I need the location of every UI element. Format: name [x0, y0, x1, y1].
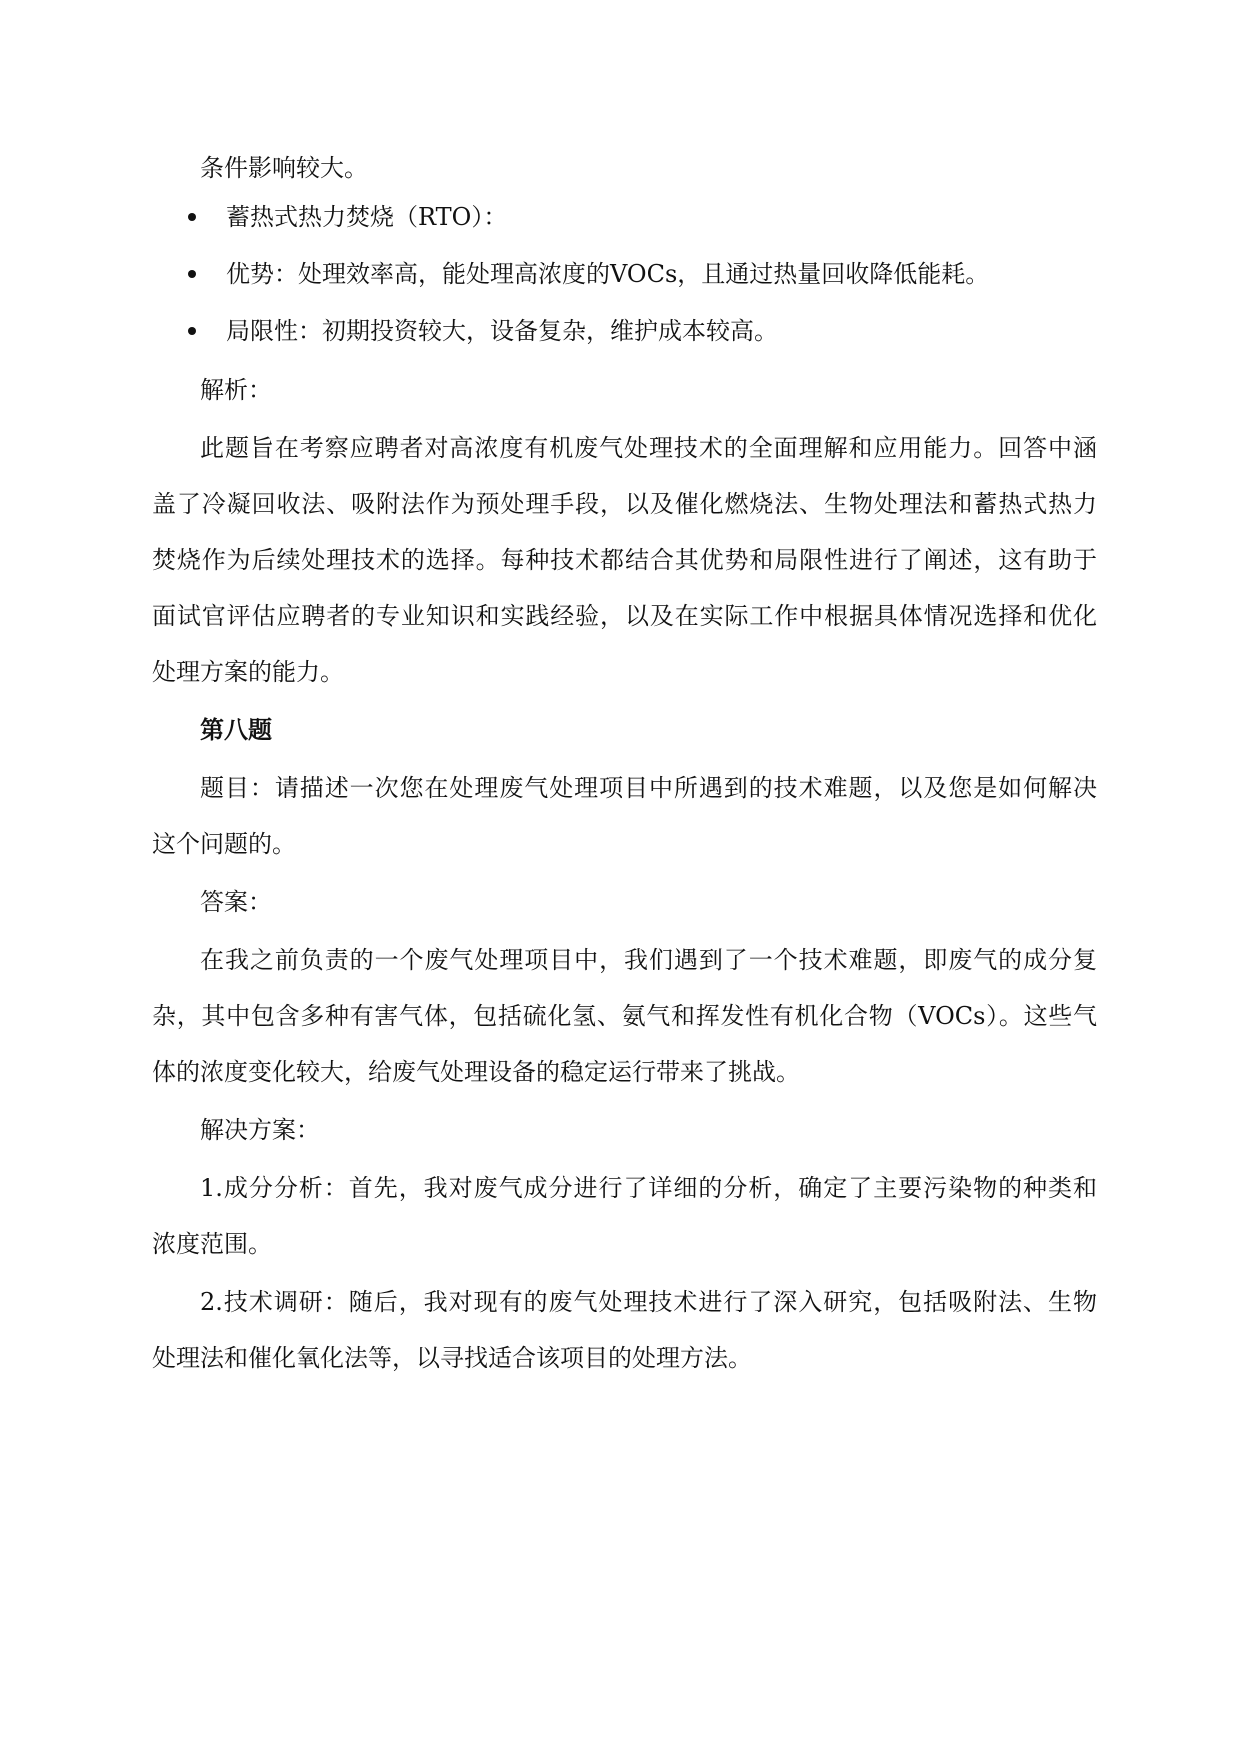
analysis-paragraph-line: 焚烧作为后续处理技术的选择。每种技术都结合其优势和局限性进行了阐述，这有助于 [152, 546, 1097, 574]
step-2-line: 处理法和催化氧化法等，以寻找适合该项目的处理方法。 [152, 1344, 752, 1372]
bullet-item-advantage: 优势：处理效率高，能处理高浓度的VOCs，且通过热量回收降低能耗。 [226, 260, 990, 288]
solution-label: 解决方案： [200, 1116, 320, 1144]
analysis-paragraph-line: 处理方案的能力。 [152, 658, 344, 686]
answer-label: 答案： [200, 888, 272, 916]
answer-paragraph-line: 杂，其中包含多种有害气体，包括硫化氢、氨气和挥发性有机化合物（VOCs）。这些气 [152, 1002, 1097, 1030]
step-1-line: 浓度范围。 [152, 1230, 272, 1258]
step-1-line: 1.成分分析：首先，我对废气成分进行了详细的分析，确定了主要污染物的种类和 [200, 1174, 1097, 1202]
analysis-paragraph-line: 盖了冷凝回收法、吸附法作为预处理手段，以及催化燃烧法、生物处理法和蓄热式热力 [152, 490, 1097, 518]
answer-paragraph-line: 在我之前负责的一个废气处理项目中，我们遇到了一个技术难题，即废气的成分复 [200, 946, 1097, 974]
section-heading: 第八题 [200, 716, 272, 744]
answer-paragraph-line: 体的浓度变化较大，给废气处理设备的稳定运行带来了挑战。 [152, 1058, 800, 1086]
step-2-line: 2.技术调研：随后，我对现有的废气处理技术进行了深入研究，包括吸附法、生物 [200, 1288, 1097, 1316]
intro-tail-text: 条件影响较大。 [200, 154, 368, 182]
bullet-item-limitation: 局限性：初期投资较大，设备复杂，维护成本较高。 [226, 317, 778, 345]
bullet-dot [188, 327, 196, 335]
bullet-dot [188, 213, 196, 221]
bullet-dot [188, 270, 196, 278]
analysis-paragraph-line: 面试官评估应聘者的专业知识和实践经验，以及在实际工作中根据具体情况选择和优化 [152, 602, 1097, 630]
bullet-item-rto: 蓄热式热力焚烧（RTO）： [226, 203, 508, 231]
analysis-paragraph-line: 此题旨在考察应聘者对高浓度有机废气处理技术的全面理解和应用能力。回答中涵 [200, 434, 1097, 462]
question-line: 题目：请描述一次您在处理废气处理项目中所遇到的技术难题，以及您是如何解决 [200, 774, 1097, 802]
question-line: 这个问题的。 [152, 830, 296, 858]
analysis-label: 解析： [200, 376, 272, 404]
